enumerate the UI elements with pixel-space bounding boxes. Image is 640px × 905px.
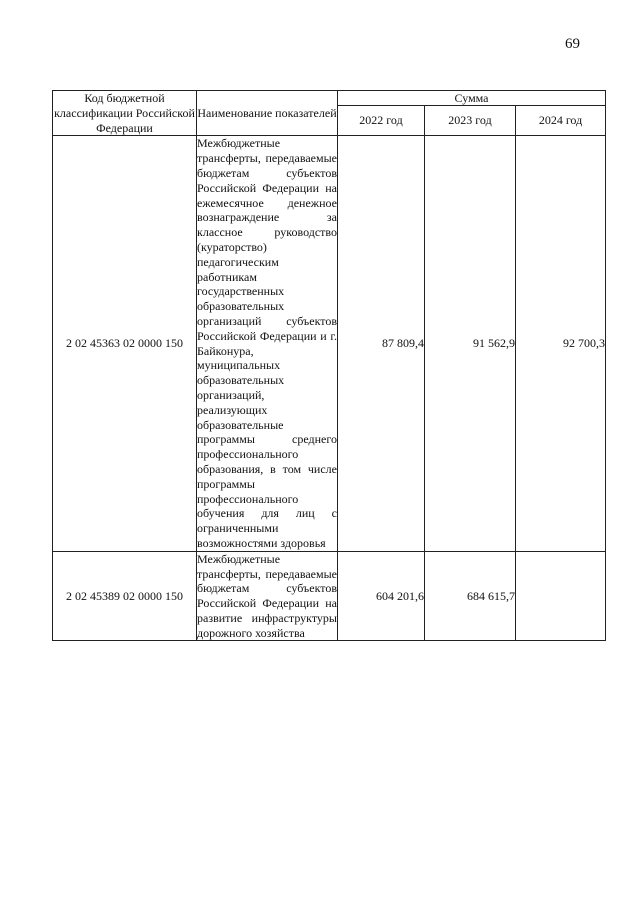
header-year-2023: 2023 год — [425, 106, 516, 136]
amount-2023-cell: 684 615,7 — [425, 551, 516, 641]
header-name: Наименование показателей — [197, 91, 338, 136]
amount-2023-cell: 91 562,9 — [425, 136, 516, 551]
budget-code-cell: 2 02 45363 02 0000 150 — [53, 136, 197, 551]
header-row — [53, 91, 606, 106]
header-sum: Сумма — [338, 91, 606, 106]
indicator-name-cell: Межбюджетные трансферты, передаваемые бюджетам субъектов Российской Федерации на ежемесячное денежное вознаграждение за классное руководство (кураторство) педагогическим работникам государственных образовательных организаций субъектов Российской Федерации и г. Байконура, муниципальных образовательных организаций, реализующих образовательные программы среднего профессионального образования, в том числе программы профессионального обучения для лиц с ограниченными возможностями здоровья — [197, 136, 337, 550]
budget-table — [52, 90, 606, 641]
header-year-2024: 2024 год — [516, 106, 606, 136]
header-year-2022: 2022 год — [338, 106, 425, 136]
page-number: 69 — [565, 36, 580, 52]
table-row — [53, 551, 606, 641]
budget-code-cell: 2 02 45389 02 0000 150 — [53, 551, 197, 641]
amount-2024-cell — [516, 551, 606, 641]
amount-2024-cell: 92 700,3 — [516, 136, 606, 551]
indicator-name-cell: Межбюджетные трансферты, передаваемые бюджетам субъектов Российской Федерации на развитие инфраструктуры дорожного хозяйства — [197, 551, 337, 640]
amount-2022-cell: 87 809,4 — [338, 136, 425, 551]
header-code: Код бюджетной классификации Российской Федерации — [54, 91, 195, 135]
table-row — [53, 136, 606, 551]
amount-2022-cell: 604 201,6 — [338, 551, 425, 641]
